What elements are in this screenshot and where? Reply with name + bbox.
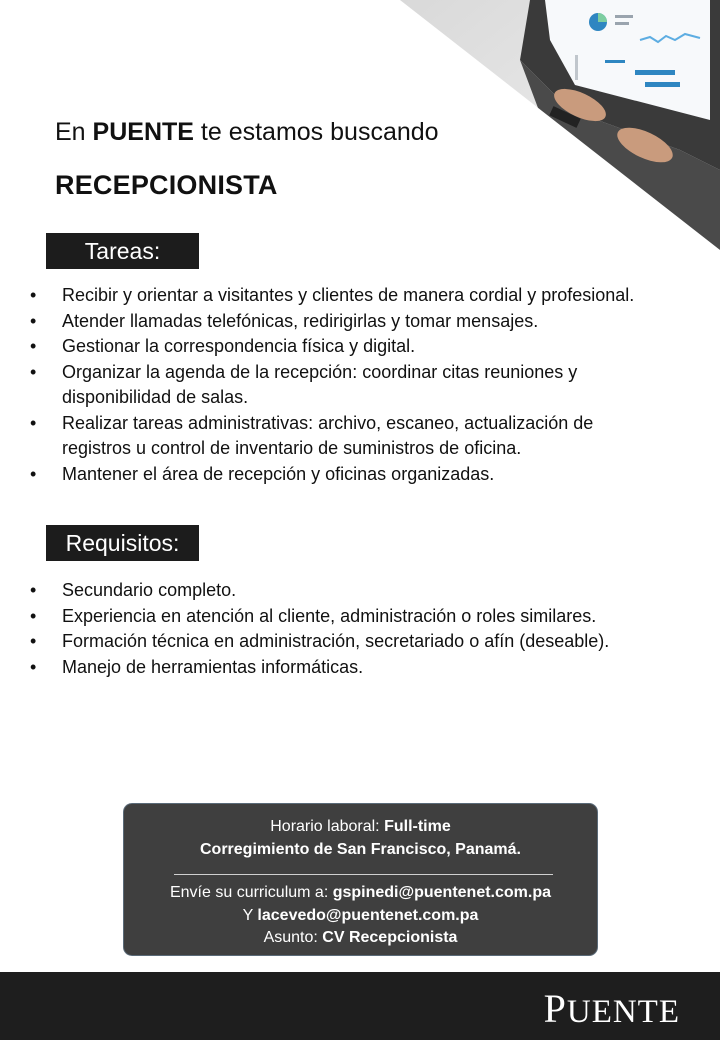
list-item bbox=[30, 604, 700, 630]
list-item-text: Organizar la agenda de la recepción: coordinar citas reuniones y bbox=[62, 361, 578, 382]
bullet-icon: • bbox=[30, 412, 37, 433]
schedule-line bbox=[124, 818, 597, 836]
headline-suffix: te estamos buscando bbox=[200, 118, 439, 146]
bullet-icon: • bbox=[30, 631, 37, 651]
list-item-text: registros u control de inventario de suministros de oficina. bbox=[62, 438, 522, 458]
subject-line bbox=[124, 929, 597, 947]
headline-brand: PUENTE bbox=[92, 118, 194, 146]
tareas-header: Tareas: bbox=[46, 233, 199, 269]
list-item-text: Recibir y orientar a visitantes y clientes de manera cordial y profesional. bbox=[62, 285, 635, 305]
list-item bbox=[30, 309, 700, 335]
list-item-text: Gestionar la correspondencia física y digital. bbox=[62, 336, 416, 356]
requisitos-list bbox=[30, 578, 700, 680]
list-item bbox=[30, 411, 700, 462]
email-link-2[interactable]: lacevedo@puentenet.com.pa bbox=[257, 907, 479, 924]
list-item-text: Manejo de herramientas informáticas. bbox=[62, 656, 364, 677]
bullet-icon: • bbox=[30, 463, 37, 484]
bullet-icon: • bbox=[30, 361, 37, 382]
send-line bbox=[124, 884, 597, 902]
laptop-dashboard-photo bbox=[400, 0, 720, 250]
requisitos-header: Requisitos: bbox=[46, 525, 199, 561]
list-item-text: Realizar tareas administrativas: archivo, escaneo, actualización de bbox=[62, 412, 594, 433]
subject-value: CV Recepcionista bbox=[322, 929, 458, 946]
bullet-icon: • bbox=[30, 336, 37, 356]
info-divider bbox=[174, 874, 553, 875]
list-item-text: Experiencia en atención al cliente, administración o roles similares. bbox=[62, 605, 597, 626]
headline bbox=[55, 118, 439, 147]
send-label: Envíe su curriculum a: bbox=[169, 884, 329, 901]
headline-prefix: En bbox=[55, 118, 86, 146]
bullet-icon: • bbox=[30, 285, 37, 305]
puente-logo bbox=[544, 985, 680, 1032]
list-item bbox=[30, 629, 700, 655]
list-item-text: disponibilidad de salas. bbox=[62, 387, 249, 407]
and-label: Y bbox=[242, 907, 253, 924]
schedule-label: Horario laboral: bbox=[270, 818, 380, 835]
list-item bbox=[30, 655, 700, 681]
list-item bbox=[30, 578, 700, 604]
footer-bar bbox=[0, 972, 720, 1040]
contact-info-box bbox=[123, 803, 598, 956]
logo-rest: UENTE bbox=[566, 994, 680, 1030]
tareas-list bbox=[30, 283, 700, 487]
bullet-icon: • bbox=[30, 310, 37, 331]
list-item bbox=[30, 334, 700, 360]
bullet-icon: • bbox=[30, 656, 37, 677]
list-item-text: Secundario completo. bbox=[62, 580, 237, 600]
list-item bbox=[30, 360, 700, 411]
bullet-icon: • bbox=[30, 605, 37, 626]
subject-label: Asunto: bbox=[263, 929, 318, 946]
email-link-1[interactable]: gspinedi@puentenet.com.pa bbox=[332, 884, 552, 901]
position-title: RECEPCIONISTA bbox=[55, 170, 278, 200]
schedule-value: Full-time bbox=[384, 818, 451, 835]
bullet-icon: • bbox=[30, 580, 37, 600]
logo-initial: P bbox=[543, 986, 567, 1031]
list-item-text: Mantener el área de recepción y oficinas organizadas. bbox=[62, 463, 495, 484]
list-item bbox=[30, 462, 700, 488]
location-line: Corregimiento de San Francisco, Panamá. bbox=[200, 841, 521, 858]
second-email-line bbox=[124, 907, 597, 925]
list-item-text: Formación técnica en administración, secretariado o afín (deseable). bbox=[62, 631, 610, 651]
list-item bbox=[30, 283, 700, 309]
list-item-text: Atender llamadas telefónicas, redirigirlas y tomar mensajes. bbox=[62, 310, 539, 331]
